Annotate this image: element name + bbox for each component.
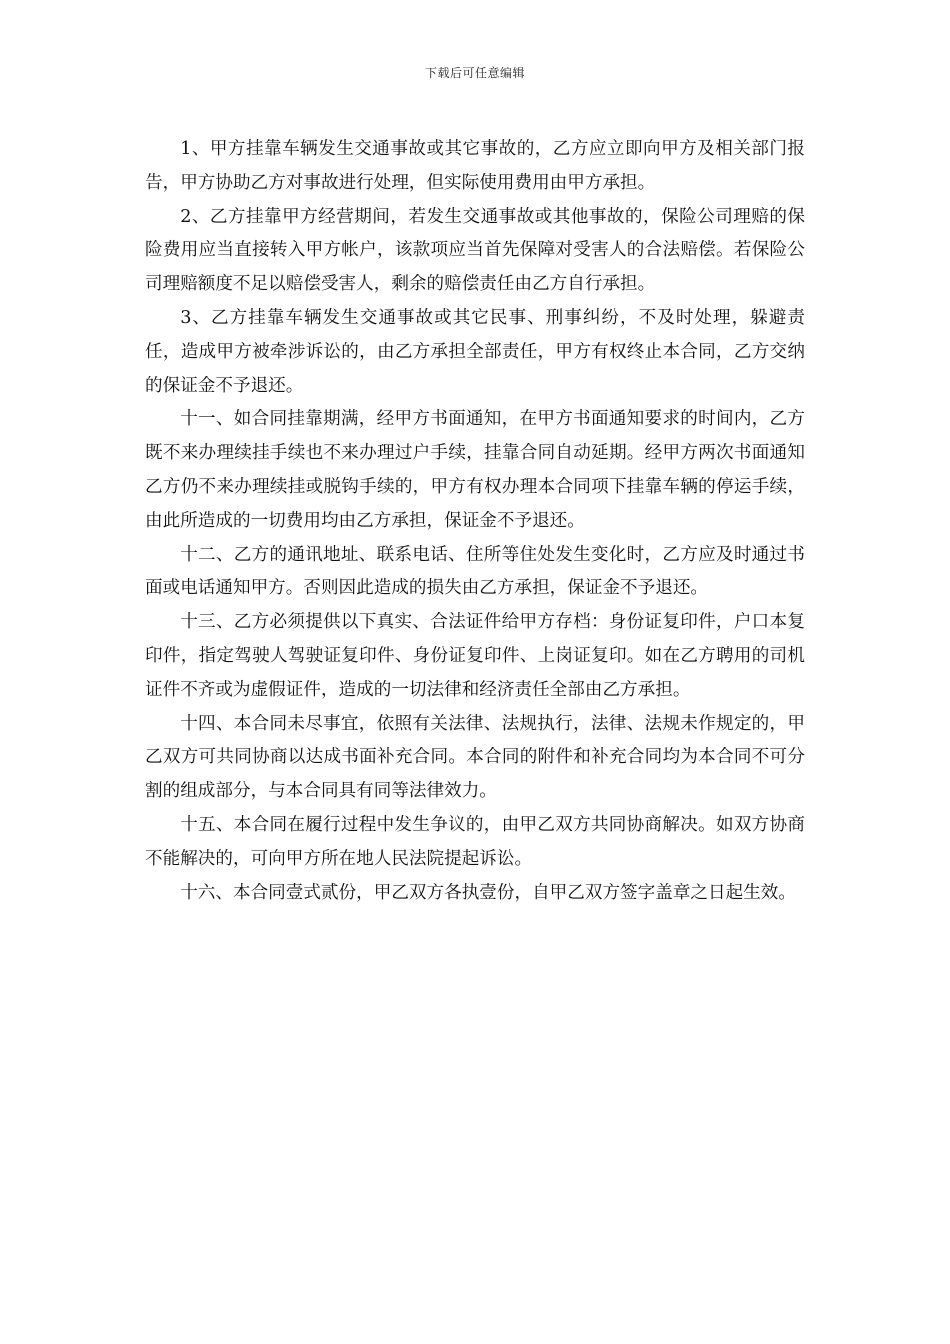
clause-paragraph: 十一、如合同挂靠期满，经甲方书面通知，在甲方书面通知要求的时间内，乙方既不来办理续挂手续也不来办理过户手续，挂靠合同自动延期。经甲方两次书面通知乙方仍不来办理续挂或脱钩手续的，甲方有权办理本合同项下挂靠车辆的停运手续，由此所造成的一切费用均由乙方承担，保证金不予退还。 bbox=[145, 409, 805, 531]
contract-body bbox=[145, 133, 805, 910]
clause-paragraph: 3、乙方挂靠车辆发生交通事故或其它民事、刑事纠纷，不及时处理，躲避责任，造成甲方被牵涉诉讼的，由乙方承担全部责任，甲方有权终止本合同，乙方交纳的保证金不予退还。 bbox=[145, 307, 805, 396]
header-note: 下载后可任意编辑 bbox=[424, 66, 525, 80]
clause-paragraph: 十四、本合同未尽事宜，依照有关法律、法规执行，法律、法规未作规定的，甲乙双方可共同协商以达成书面补充合同。本合同的附件和补充合同均为本合同不可分割的组成部分，与本合同具有同等法律效力。 bbox=[145, 713, 805, 802]
clause-paragraph: 十三、乙方必须提供以下真实、合法证件给甲方存档：身份证复印件，户口本复印件，指定驾驶人驾驶证复印件、身份证复印件、上岗证复印。如在乙方聘用的司机证件不齐或为虚假证件，造成的一切法律和经济责任全部由乙方承担。 bbox=[145, 612, 805, 700]
clause-paragraph: 十五、本合同在履行过程中发生争议的，由甲乙双方共同协商解决。如双方协商不能解决的，可向甲方所在地人民法院提起诉讼。 bbox=[145, 814, 805, 869]
clause-paragraph: 2、乙方挂靠甲方经营期间，若发生交通事故或其他事故的，保险公司理赔的保险费用应当直接转入甲方帐户，该款项应当首先保障对受害人的合法赔偿。若保险公司理赔额度不足以赔偿受害人，剩余的赔偿责任由乙方自行承担。 bbox=[145, 206, 805, 295]
clause-paragraph: 1、甲方挂靠车辆发生交通事故或其它事故的，乙方应立即向甲方及相关部门报告，甲方协助乙方对事故进行处理，但实际使用费用由甲方承担。 bbox=[145, 139, 805, 193]
clause-paragraph: 十六、本合同壹式贰份，甲乙双方各执壹份，自甲乙双方签字盖章之日起生效。 bbox=[180, 882, 796, 903]
clause-paragraph: 十二、乙方的通讯地址、联系电话、住所等住处发生变化时，乙方应及时通过书面或电话通知甲方。否则因此造成的损失由乙方承担，保证金不予退还。 bbox=[145, 544, 805, 599]
